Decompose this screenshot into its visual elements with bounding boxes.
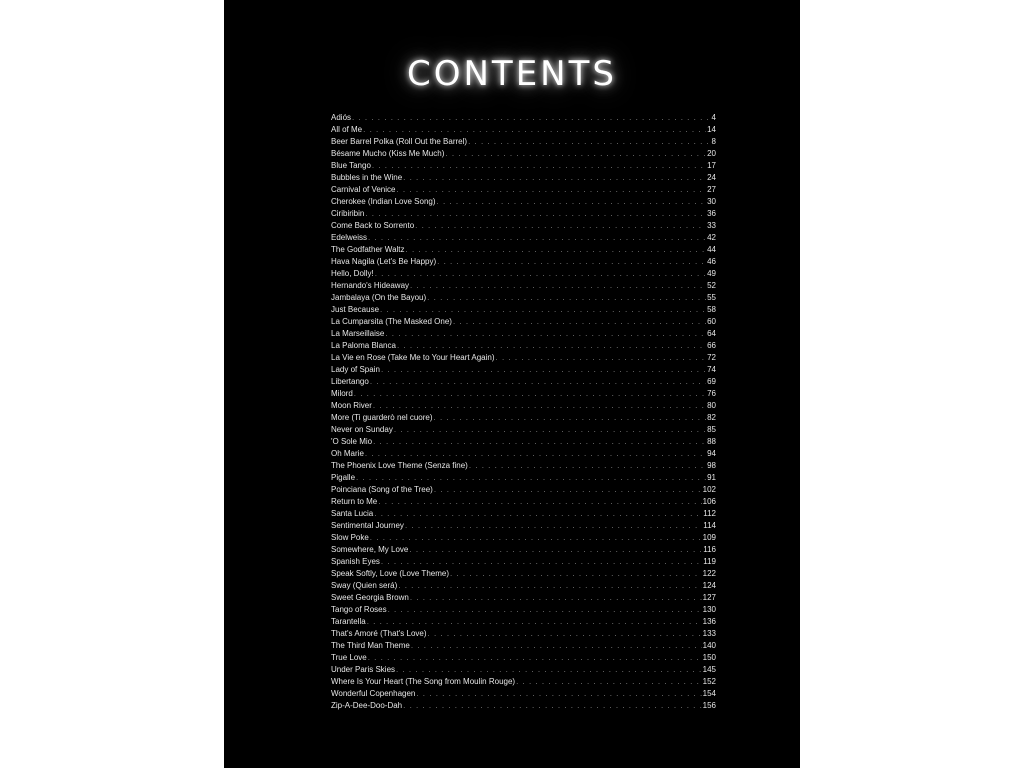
toc-entry-page-number: 74: [707, 365, 716, 374]
dot-leader: [450, 568, 702, 580]
toc-entry: [331, 136, 716, 148]
toc-entry-title: La Marseillaise: [331, 329, 385, 338]
toc-entry: [331, 472, 716, 484]
dot-leader: [416, 688, 701, 700]
dot-leader: [468, 136, 710, 148]
toc-entry-page-number: 82: [707, 413, 716, 422]
toc-entry-page-number: 55: [707, 293, 716, 302]
toc-entry: [331, 412, 716, 424]
toc-entry-title: True Love: [331, 653, 367, 662]
toc-entry-title: Bubbles in the Wine: [331, 173, 403, 182]
toc-entry-page-number: 76: [707, 389, 716, 398]
toc-entry-page-number: 60: [707, 317, 716, 326]
toc-entry: [331, 148, 716, 160]
dot-leader: [365, 448, 706, 460]
toc-entry-page-number: 130: [702, 605, 716, 614]
toc-entry: [331, 688, 716, 700]
dot-leader: [375, 268, 706, 280]
toc-entry-title: Speak Softly, Love (Love Theme): [331, 569, 449, 578]
toc-entry-title: Sentimental Journey: [331, 521, 404, 530]
toc-entry: [331, 376, 716, 388]
dot-leader: [378, 496, 701, 508]
toc-entry-title: Zip-A-Dee-Doo-Dah: [331, 701, 403, 710]
toc-entry: [331, 124, 716, 136]
dot-leader: [409, 544, 702, 556]
toc-entry-page-number: 91: [707, 473, 716, 482]
toc-entry-title: Pigalle: [331, 473, 356, 482]
toc-entry-page-number: 49: [707, 269, 716, 278]
toc-entry-page-number: 152: [702, 677, 716, 686]
toc-entry: [331, 160, 716, 172]
toc-entry: [331, 280, 716, 292]
toc-entry-title: Hava Nagila (Let's Be Happy): [331, 257, 437, 266]
toc-entry: [331, 676, 716, 688]
dot-leader: [396, 664, 702, 676]
dot-leader: [516, 676, 702, 688]
toc-entry: [331, 388, 716, 400]
toc-entry: [331, 184, 716, 196]
toc-entry: [331, 328, 716, 340]
toc-entry-page-number: 156: [702, 701, 716, 710]
toc-entry-title: La Paloma Blanca: [331, 341, 396, 350]
dot-leader: [496, 352, 707, 364]
toc-entry: [331, 544, 716, 556]
toc-entry: [331, 640, 716, 652]
dot-leader: [394, 424, 706, 436]
toc-entry-title: Adiós: [331, 113, 352, 122]
toc-entry: [331, 112, 716, 124]
toc-entry-title: The Third Man Theme: [331, 641, 410, 650]
toc-entry-page-number: 20: [707, 149, 716, 158]
toc-entry-page-number: 64: [707, 329, 716, 338]
dot-leader: [445, 148, 706, 160]
toc-entry-page-number: 112: [703, 509, 716, 518]
toc-entry: [331, 220, 716, 232]
toc-entry: [331, 556, 716, 568]
dot-leader: [434, 412, 707, 424]
dot-leader: [380, 304, 706, 316]
toc-entry: [331, 340, 716, 352]
toc-entry-page-number: 24: [707, 173, 716, 182]
toc-entry-page-number: 88: [707, 437, 716, 446]
toc-entry-title: Bésame Mucho (Kiss Me Much): [331, 149, 445, 158]
toc-entry: [331, 316, 716, 328]
toc-entry-title: Libertango: [331, 377, 369, 386]
dot-leader: [406, 244, 707, 256]
dot-leader: [370, 532, 702, 544]
toc-entry-page-number: 44: [707, 245, 716, 254]
toc-entry-title: Come Back to Sorrento: [331, 221, 415, 230]
dot-leader: [428, 628, 702, 640]
toc-entry-title: The Godfather Waltz: [331, 245, 405, 254]
toc-entry-page-number: 124: [702, 581, 716, 590]
toc-entry-page-number: 4: [711, 113, 716, 122]
dot-leader: [368, 652, 702, 664]
dot-leader: [370, 376, 706, 388]
toc-entry-title: Oh Marie: [331, 449, 364, 458]
toc-entry-page-number: 72: [707, 353, 716, 362]
toc-entry-page-number: 27: [707, 185, 716, 194]
toc-entry-title: 'O Sole Mio: [331, 437, 373, 446]
dot-leader: [388, 604, 702, 616]
toc-entry: [331, 592, 716, 604]
toc-entry-title: Ciribiribin: [331, 209, 365, 218]
toc-entry-title: Never on Sunday: [331, 425, 393, 434]
dot-leader: [365, 208, 706, 220]
toc-entry-title: Hernando's Hideaway: [331, 281, 410, 290]
toc-entry: [331, 256, 716, 268]
toc-entry-page-number: 106: [702, 497, 716, 506]
toc-entry-page-number: 58: [707, 305, 716, 314]
dot-leader: [434, 484, 702, 496]
toc-entry: [331, 580, 716, 592]
dot-leader: [469, 460, 706, 472]
dot-leader: [352, 112, 711, 124]
toc-entry: [331, 364, 716, 376]
toc-entry-page-number: 30: [707, 197, 716, 206]
toc-entry: [331, 304, 716, 316]
dot-leader: [410, 280, 706, 292]
toc-entry: [331, 424, 716, 436]
toc-entry-page-number: 80: [707, 401, 716, 410]
toc-entry: [331, 484, 716, 496]
toc-entry: [331, 508, 716, 520]
toc-entry-page-number: 52: [707, 281, 716, 290]
dot-leader: [398, 580, 701, 592]
toc-entry: [331, 664, 716, 676]
toc-entry-title: Blue Tango: [331, 161, 371, 170]
toc-entry-page-number: 140: [702, 641, 716, 650]
dot-leader: [437, 196, 707, 208]
toc-entry-title: All of Me: [331, 125, 363, 134]
toc-entry-page-number: 8: [711, 137, 716, 146]
toc-entry-title: Somewhere, My Love: [331, 545, 409, 554]
dot-leader: [403, 172, 706, 184]
dot-leader: [374, 508, 702, 520]
toc-entry-page-number: 145: [702, 665, 716, 674]
toc-entry-title: La Cumparsita (The Masked One): [331, 317, 452, 326]
toc-entry-page-number: 150: [702, 653, 716, 662]
dot-leader: [415, 220, 706, 232]
toc-entry: [331, 604, 716, 616]
toc-entry-page-number: 122: [702, 569, 716, 578]
toc-entry-title: Hello, Dolly!: [331, 269, 374, 278]
dot-leader: [372, 160, 706, 172]
toc-entry: [331, 496, 716, 508]
dot-leader: [373, 436, 706, 448]
toc-entry-page-number: 36: [707, 209, 716, 218]
dot-leader: [396, 184, 706, 196]
toc-entry: [331, 196, 716, 208]
dot-leader: [411, 640, 702, 652]
toc-entry-title: Where Is Your Heart (The Song from Moulin Rouge): [331, 677, 516, 686]
toc-entry-title: Santa Lucia: [331, 509, 374, 518]
toc-entry-page-number: 66: [707, 341, 716, 350]
toc-entry-title: Beer Barrel Polka (Roll Out the Barrel): [331, 137, 468, 146]
toc-entry: [331, 268, 716, 280]
toc-entry-title: Edelweiss: [331, 233, 368, 242]
toc-entry-title: More (Ti guarderò nel cuore): [331, 413, 433, 422]
toc-entry: [331, 208, 716, 220]
dot-leader: [397, 340, 706, 352]
toc-entry-page-number: 109: [702, 533, 716, 542]
toc-entry-page-number: 14: [707, 125, 716, 134]
toc-entry-page-number: 116: [703, 545, 716, 554]
toc-entry: [331, 292, 716, 304]
toc-entry: [331, 460, 716, 472]
toc-entry: [331, 244, 716, 256]
toc-entry: [331, 448, 716, 460]
dot-leader: [410, 592, 702, 604]
dot-leader: [368, 232, 706, 244]
dot-leader: [356, 472, 706, 484]
toc-entry: [331, 532, 716, 544]
toc-entry: [331, 232, 716, 244]
toc-entry-title: Lady of Spain: [331, 365, 380, 374]
toc-entry: [331, 352, 716, 364]
dot-leader: [373, 400, 706, 412]
dot-leader: [354, 388, 706, 400]
toc-entry-title: Slow Poke: [331, 533, 369, 542]
toc-entry-title: That's Amoré (That's Love): [331, 629, 427, 638]
dot-leader: [427, 292, 706, 304]
toc-entry-title: Carnival of Venice: [331, 185, 396, 194]
contents-page: [224, 0, 800, 768]
dot-leader: [363, 124, 706, 136]
toc-entry-title: Wonderful Copenhagen: [331, 689, 416, 698]
toc-entry-page-number: 17: [707, 161, 716, 170]
toc-entry-title: Cherokee (Indian Love Song): [331, 197, 436, 206]
toc-entry-page-number: 33: [707, 221, 716, 230]
toc-entry-page-number: 127: [702, 593, 716, 602]
toc-entry-page-number: 136: [702, 617, 716, 626]
toc-entry-title: Sway (Quien será): [331, 581, 398, 590]
dot-leader: [381, 556, 702, 568]
toc-entry-page-number: 102: [702, 485, 716, 494]
toc-entry-title: The Phoenix Love Theme (Senza fine): [331, 461, 468, 470]
toc-entry: [331, 172, 716, 184]
toc-entry-title: Sweet Georgia Brown: [331, 593, 409, 602]
toc-entry-page-number: 46: [707, 257, 716, 266]
toc-entry-title: La Vie en Rose (Take Me to Your Heart Again): [331, 353, 495, 362]
toc-entry-page-number: 119: [703, 557, 716, 566]
page-title: CONTENTS: [407, 54, 617, 94]
toc-entry-page-number: 154: [702, 689, 716, 698]
dot-leader: [405, 520, 702, 532]
toc-entry-title: Poinciana (Song of the Tree): [331, 485, 433, 494]
toc-entry: [331, 520, 716, 532]
dot-leader: [453, 316, 706, 328]
dot-leader: [367, 616, 702, 628]
dot-leader: [403, 700, 702, 712]
dot-leader: [437, 256, 706, 268]
toc-entry-title: Return to Me: [331, 497, 378, 506]
toc-entry: [331, 616, 716, 628]
toc-entry-title: Tarantella: [331, 617, 366, 626]
toc-entry-page-number: 94: [707, 449, 716, 458]
toc-entry-title: Spanish Eyes: [331, 557, 380, 566]
toc-entry-title: Tango of Roses: [331, 605, 387, 614]
toc-entry-page-number: 69: [707, 377, 716, 386]
toc-entry-page-number: 98: [707, 461, 716, 470]
toc-entry-title: Milord: [331, 389, 353, 398]
toc-entry: [331, 436, 716, 448]
toc-entry-title: Under Paris Skies: [331, 665, 396, 674]
toc-entry: [331, 568, 716, 580]
toc-entry-page-number: 114: [703, 521, 716, 530]
toc-entry-title: Jambalaya (On the Bayou): [331, 293, 427, 302]
toc-entry: [331, 400, 716, 412]
toc-entry: [331, 652, 716, 664]
dot-leader: [381, 364, 706, 376]
toc-entry-title: Just Because: [331, 305, 380, 314]
toc-entry-page-number: 42: [707, 233, 716, 242]
toc-entry-title: Moon River: [331, 401, 372, 410]
dot-leader: [385, 328, 706, 340]
toc-entry-page-number: 85: [707, 425, 716, 434]
toc-entry: [331, 628, 716, 640]
toc-entry: [331, 700, 716, 712]
toc-entry-page-number: 133: [702, 629, 716, 638]
table-of-contents: [331, 112, 716, 712]
